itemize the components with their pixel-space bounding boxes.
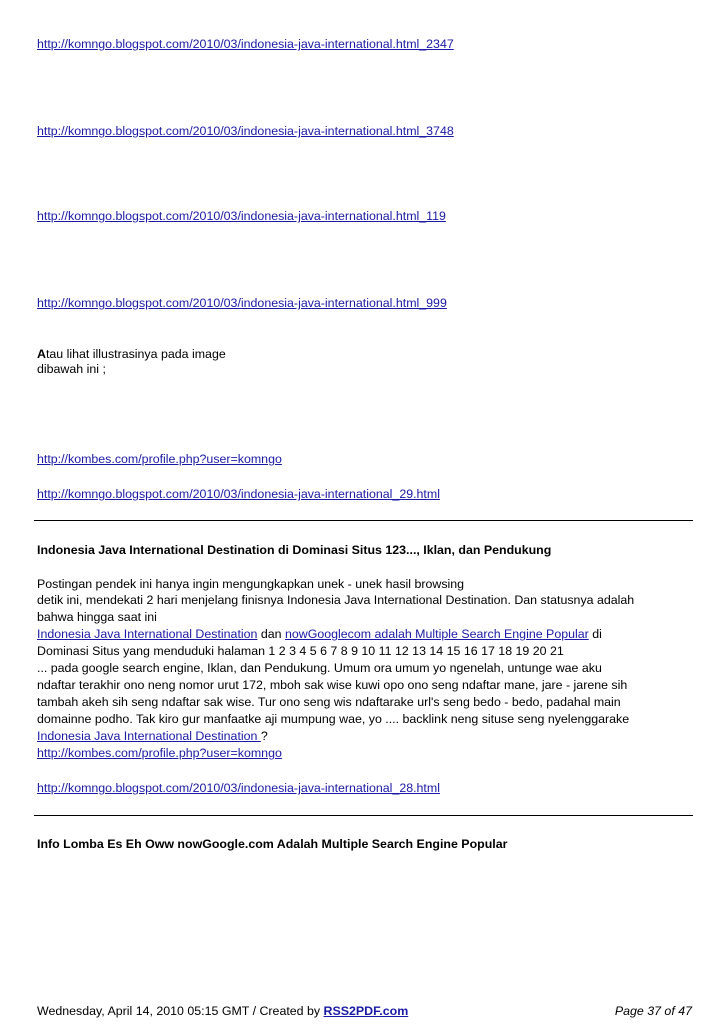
post-1-line-1: Postingan pendek ini hanya ingin mengungkapkan unek - unek hasil browsing <box>37 577 465 591</box>
post-1-line-10 <box>37 729 268 744</box>
link-119[interactable]: http://komngo.blogspot.com/2010/03/indonesia-java-international.html_119 <box>37 209 446 223</box>
post-1-line-6: ... pada google search engine, Iklan, dan Pendukung. Umum ora umum yo ngenelah, untunge wae aku <box>37 661 602 675</box>
atau-first-letter: A <box>37 347 46 361</box>
dan-text: dan <box>257 627 285 641</box>
rss2pdf-link[interactable]: RSS2PDF.com <box>323 1004 409 1018</box>
question-mark: ? <box>260 729 268 743</box>
post-1-title: Indonesia Java International Destination di Dominasi Situs 123..., Iklan, dan Pendukung <box>37 543 552 557</box>
link-2347[interactable]: http://komngo.blogspot.com/2010/03/indonesia-java-international.html_2347 <box>37 37 454 51</box>
divider-2 <box>34 815 693 816</box>
page-footer <box>37 1004 692 1018</box>
post-1-line-8: tambah akeh sih seng ndaftar sak wise. Tur ono seng wis ndaftarake url's seng bedo - bedo, padahal main <box>37 695 621 709</box>
link-kombes-profile[interactable]: http://kombes.com/profile.php?user=komngo <box>37 452 282 466</box>
link-29[interactable]: http://komngo.blogspot.com/2010/03/indonesia-java-international_29.html <box>37 487 440 501</box>
post-1-line-3: bahwa hingga saat ini <box>37 610 157 624</box>
footer-text: Wednesday, April 14, 2010 05:15 GMT / Created by <box>37 1004 324 1018</box>
atau-line-2: dibawah ini ; <box>37 362 106 376</box>
post-1-line-4 <box>37 627 602 642</box>
link-ijid-2[interactable]: Indonesia Java International Destination <box>37 729 261 743</box>
post-2-title: Info Lomba Es Eh Oww nowGoogle.com Adalah Multiple Search Engine Popular <box>37 837 508 851</box>
atau-line-1 <box>37 347 226 362</box>
page-number: Page 37 of 47 <box>614 1004 692 1018</box>
post-1-line-5: Dominasi Situs yang menduduki halaman 1 2 3 4 5 6 7 8 9 10 11 12 13 14 15 16 17 18 19 20 21 <box>37 644 564 658</box>
post-1-line-9: domainne podho. Tak kiro gur manfaatke aji mumpung wae, yo .... backlink neng situse seng nyelenggarake <box>37 712 630 726</box>
divider-1 <box>34 520 693 521</box>
post-1-line-11 <box>37 746 282 761</box>
link-3748[interactable]: http://komngo.blogspot.com/2010/03/indonesia-java-international.html_3748 <box>37 124 454 138</box>
link-nowgoogle[interactable]: nowGooglecom adalah Multiple Search Engine Popular <box>285 627 589 641</box>
link-28[interactable]: http://komngo.blogspot.com/2010/03/indonesia-java-international_28.html <box>37 781 440 795</box>
link-999[interactable]: http://komngo.blogspot.com/2010/03/indonesia-java-international.html_999 <box>37 296 447 310</box>
link-kombes-profile-2[interactable]: http://kombes.com/profile.php?user=komngo <box>37 746 282 760</box>
di-text: di <box>588 627 602 641</box>
post-1-line-2: detik ini, mendekati 2 hari menjelang finisnya Indonesia Java International Destination. Dan statusnya adalah <box>37 593 635 607</box>
link-ijid[interactable]: Indonesia Java International Destination <box>37 627 258 641</box>
post-1-line-7: ndaftar terakhir ono neng nomor urut 172, mboh sak wise kuwi opo ono seng ndaftar mane, jare - jarene sih <box>37 678 628 692</box>
atau-line-1-rest: tau lihat illustrasinya pada image <box>45 347 226 361</box>
